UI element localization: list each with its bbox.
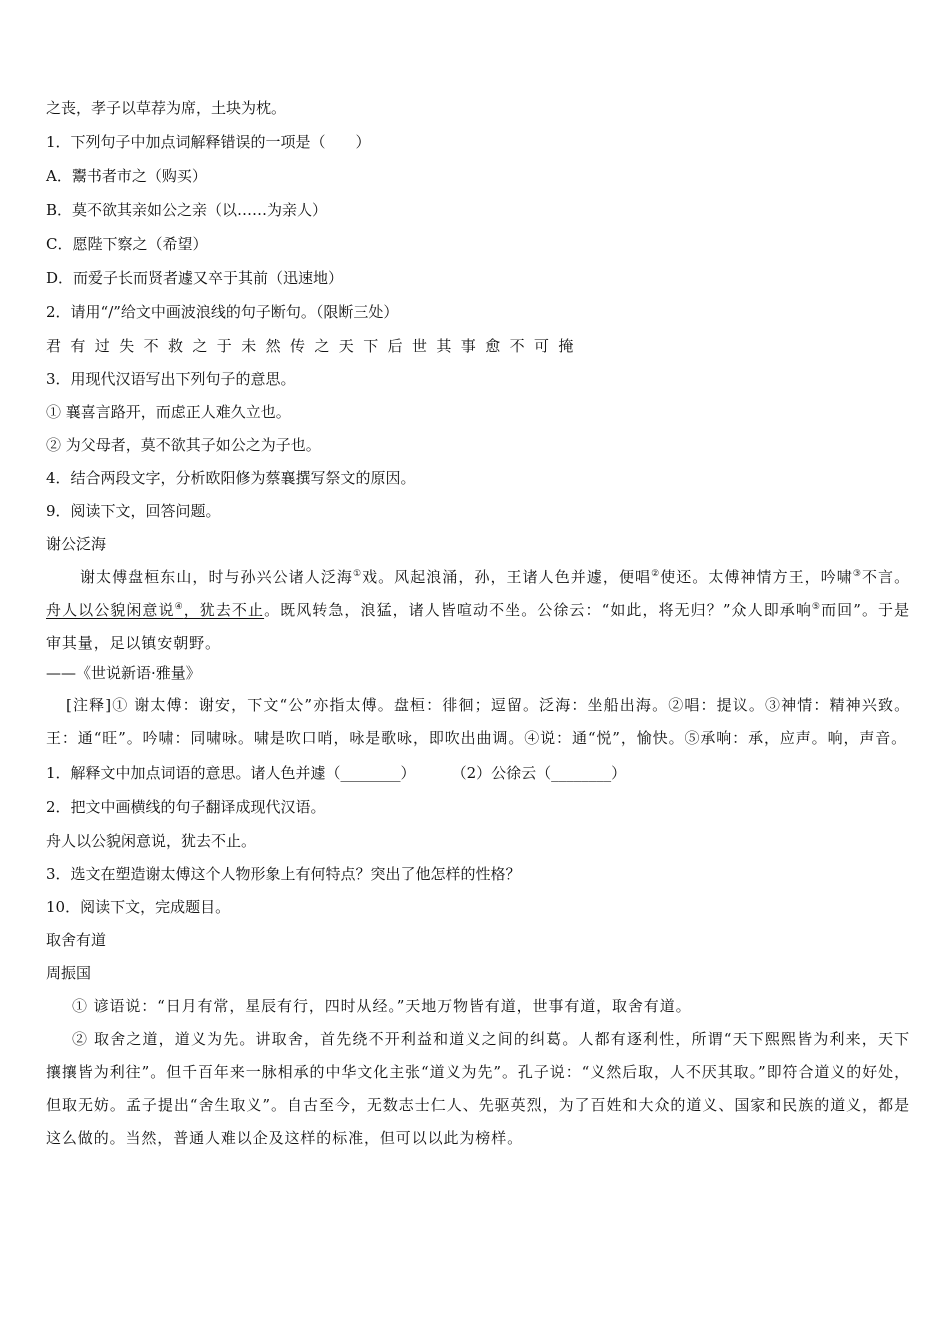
answer-blank[interactable]: ________ <box>551 764 612 782</box>
option-b: B．莫不欲其亲如公之亲（以……为亲人） <box>46 201 328 219</box>
option-a: A．鬻书者市之（购买） <box>46 167 207 185</box>
essay-paragraph-2: ② 取舍之道，道义为先。讲取舍，首先绕不开利益和道义之间的纠葛。人都有逐利性，所谓“天下熙熙皆为利来，天下攘攘皆为利往”。但千百年来一脉相承的中华文化主张“道义为先”。孔子说：“义然后取，人不厌其取。”即符合道义的好处，但取无妨。孟子提出“舍生取义”。自古至今，无数志士仁人、先驱英烈，为了百姓和大众的道义、国家和民族的道义，都是这么做的。当然，普通人难以企及这样的标准，但可以以此为榜样。 <box>46 1030 910 1147</box>
underlined-sentence: 舟人以公貌闲意说④，犹去不止 <box>46 601 265 619</box>
question-4: 4．结合两段文字，分析欧阳修为蔡襄撰写祭文的原因。 <box>46 469 416 487</box>
document-page <box>46 98 910 1155</box>
essay-author: 周振国 <box>46 964 92 982</box>
question-1: 1．下列句子中加点词解释错误的一项是（ ） <box>46 133 371 151</box>
passage-source: ——《世说新语·雅量》 <box>46 664 201 682</box>
option-c: C．愿陛下察之（希望） <box>46 235 208 253</box>
annotations: [注释]① 谢太傅：谢安，下文“公”亦指太傅。盘桓：徘徊；逗留。泛海：坐船出海。②唱：提议。③神情：精神兴致。王：通“旺”。吟啸：同啸咏。啸是吹口哨，咏是歌咏，即吹出曲调。④说：通“悦”，愉快。⑤承响：承，应声。响，声音。 <box>46 696 910 747</box>
sentence-1: ① 襄喜言路开，而虑正人难久立也。 <box>46 403 291 421</box>
translate-sentence: 舟人以公貌闲意说，犹去不止。 <box>46 832 257 850</box>
text-line: 之丧，孝子以草荐为席，土块为枕。 <box>46 99 287 117</box>
question-3: 3．用现代汉语写出下列句子的意思。 <box>46 370 296 388</box>
essay-title: 取舍有道 <box>46 931 107 949</box>
passage-text: 谢太傅盘桓东山，时与孙兴公诸人泛海①戏。风起浪涌，孙，王诸人色并遽，便唱②使还。太傅神情方王，吟啸③不言。舟人以公貌闲意说④，犹去不止。既风转急，浪猛，诸人皆喧动不坐。公徐云：“如此，将无归？”众人即承响⑤而回”。于是审其量，足以镇安朝野。 <box>46 568 910 652</box>
passage-title: 谢公泛海 <box>46 535 107 553</box>
question-1-blanks: 1．解释文中加点词语的意思。诸人色并遽（________） （2）公徐云（________） <box>46 764 627 782</box>
punctuation-sentence: 君有过失不救之于未然传之天下后世其事愈不可掩 <box>46 337 583 355</box>
sentence-2: ② 为父母者，莫不欲其子如公之为子也。 <box>46 436 321 454</box>
essay-paragraph-1: ① 谚语说：“日月有常，星辰有行，四时从经。”天地万物皆有道，世事有道，取舍有道。 <box>72 997 692 1015</box>
answer-blank[interactable]: ________ <box>340 764 401 782</box>
section-9-heading: 9．阅读下文，回答问题。 <box>46 502 221 520</box>
question-2-translate: 2．把文中画横线的句子翻译成现代汉语。 <box>46 798 326 816</box>
section-10-heading: 10．阅读下文，完成题目。 <box>46 898 231 916</box>
question-2: 2．请用“/”给文中画波浪线的句子断句。（限断三处） <box>46 303 399 321</box>
question-3-analysis: 3．选文在塑造谢太傅这个人物形象上有何特点？突出了他怎样的性格？ <box>46 865 521 883</box>
option-d: D．而爱子长而贤者遽又卒于其前（迅速地） <box>46 269 344 287</box>
